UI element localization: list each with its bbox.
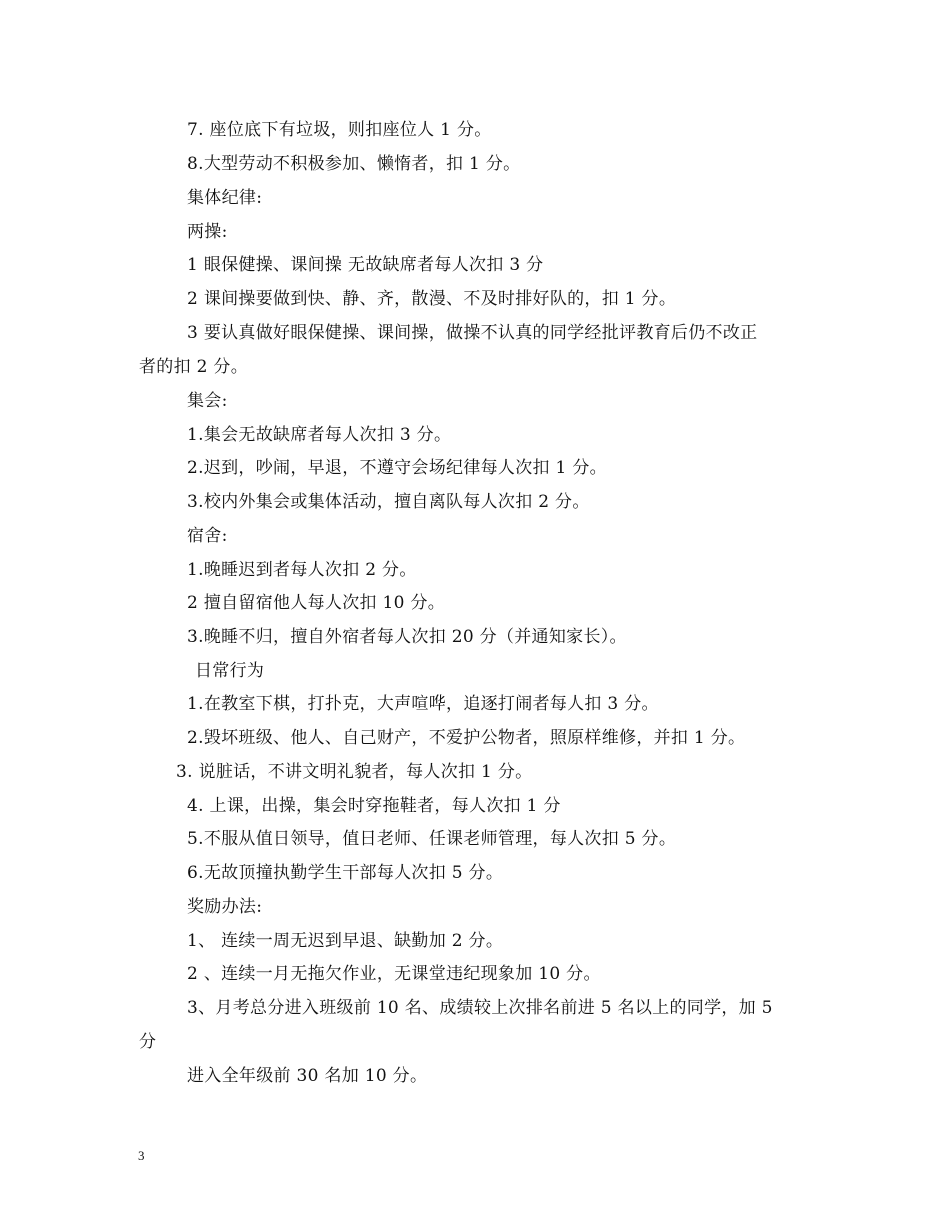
text-line: 4. 上课，出操，集会时穿拖鞋者，每人次扣 1 分: [187, 796, 561, 816]
text-line: 2.迟到，吵闹，早退，不遵守会场纪律每人次扣 1 分。: [187, 458, 607, 478]
text-line: 3. 说脏话，不讲文明礼貌者，每人次扣 1 分。: [176, 762, 533, 782]
subsection-heading: 集会:: [187, 391, 228, 411]
text-line: 1 眼保健操、课间操 无故缺席者每人次扣 3 分: [187, 255, 544, 275]
text-line: 3 要认真做好眼保健操、课间操，做操不认真的同学经批评教育后仍不改正: [187, 323, 758, 343]
section-heading: 集体纪律:: [187, 188, 263, 208]
subsection-heading: 宿舍:: [187, 526, 228, 546]
text-line: 2.毁坏班级、他人、自己财产，不爱护公物者，照原样维修，并扣 1 分。: [187, 728, 746, 748]
text-line: 者的扣 2 分。: [139, 357, 249, 377]
subsection-heading: 日常行为: [195, 661, 265, 681]
text-line: 3.校内外集会或集体活动，擅自离队每人次扣 2 分。: [187, 492, 590, 512]
text-line: 2 课间操要做到快、静、齐，散漫、不及时排好队的，扣 1 分。: [187, 289, 677, 309]
text-line: 2 擅自留宿他人每人次扣 10 分。: [187, 593, 446, 613]
section-heading: 奖励办法:: [187, 897, 263, 917]
text-line: 1.在教室下棋，打扑克，大声喧哗，追逐打闹者每人扣 3 分。: [187, 694, 659, 714]
text-line: 7. 座位底下有垃圾，则扣座位人 1 分。: [187, 120, 492, 140]
text-line: 8.大型劳动不积极参加、懒惰者，扣 1 分。: [187, 154, 521, 174]
text-line: 3.晚睡不归，擅自外宿者每人次扣 20 分（并通知家长）。: [187, 627, 627, 647]
text-line: 1.集会无故缺席者每人次扣 3 分。: [187, 425, 452, 445]
text-line: 进入全年级前 30 名加 10 分。: [187, 1066, 428, 1086]
text-line: 3、月考总分进入班级前 10 名、成绩较上次排名前进 5 名以上的同学，加 5: [187, 998, 773, 1018]
text-line: 1.晚睡迟到者每人次扣 2 分。: [187, 560, 417, 580]
text-line: 5.不服从值日领导，值日老师、任课老师管理，每人次扣 5 分。: [187, 829, 677, 849]
subsection-heading: 两操:: [187, 222, 228, 242]
text-line: 2 、连续一月无拖欠作业，无课堂违纪现象加 10 分。: [187, 964, 601, 984]
page-number: 3: [138, 1148, 145, 1163]
text-line: 1、 连续一周无迟到早退、缺勤加 2 分。: [187, 931, 504, 951]
text-line: 6.无故顶撞执勤学生干部每人次扣 5 分。: [187, 863, 504, 883]
text-line: 分: [139, 1032, 157, 1052]
